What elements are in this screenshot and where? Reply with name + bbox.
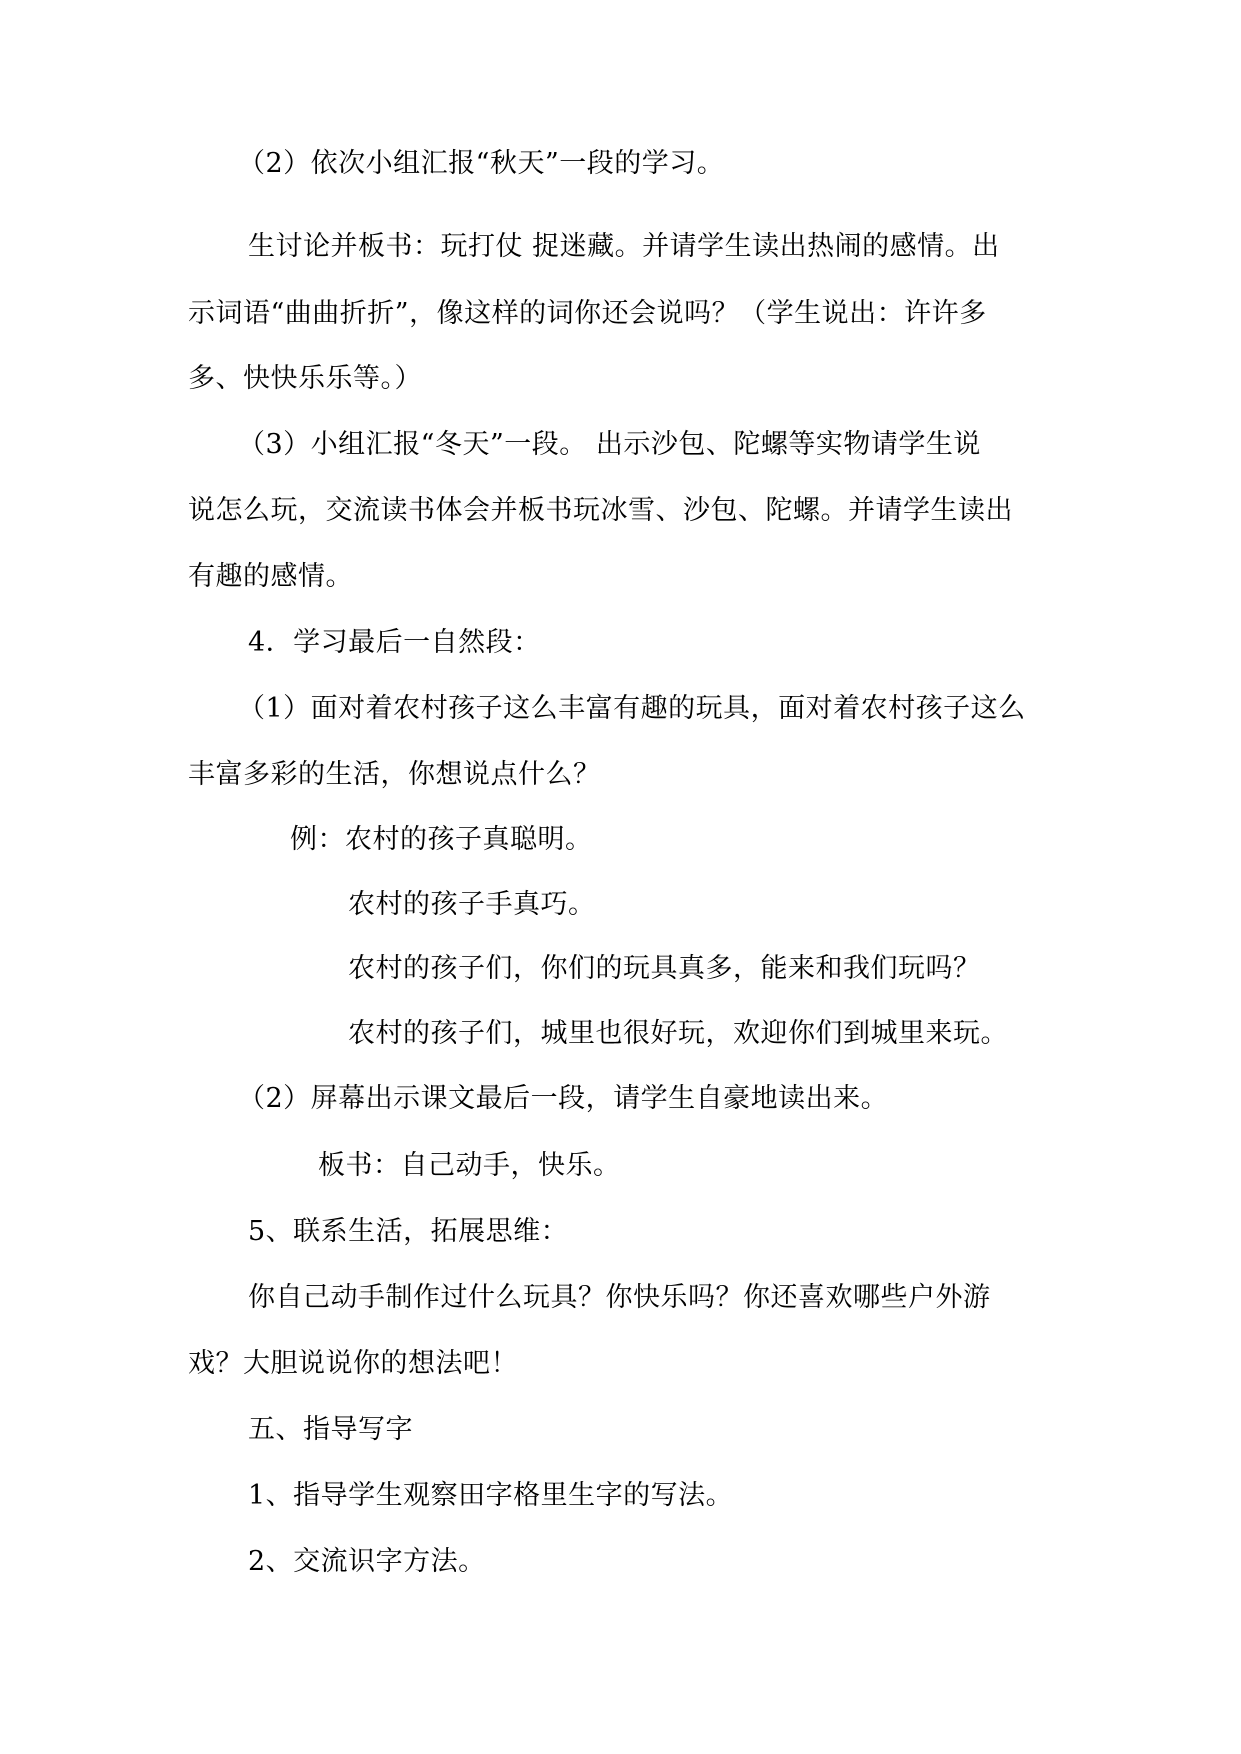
text-line: （2）屏幕出示课文最后一段，请学生自豪地读出来。 — [238, 1083, 889, 1114]
text-line: 五、指导写字 — [248, 1414, 413, 1445]
text-line: 板书：自己动手，快乐。 — [318, 1150, 621, 1181]
text-line: 你自己动手制作过什么玩具？你快乐吗？你还喜欢哪些户外游 — [248, 1282, 991, 1313]
text-line: 戏？大胆说说你的想法吧！ — [188, 1348, 518, 1379]
text-line: 例：农村的孩子真聪明。 — [290, 824, 593, 855]
text-line: 农村的孩子手真巧。 — [348, 889, 596, 920]
text-line: 说怎么玩，交流读书体会并板书玩冰雪、沙包、陀螺。并请学生读出 — [188, 495, 1013, 526]
text-line: 2、交流识字方法。 — [248, 1546, 486, 1577]
text-line: （1）面对着农村孩子这么丰富有趣的玩具，面对着农村孩子这么 — [238, 693, 1026, 724]
text-line: 1、指导学生观察田字格里生字的写法。 — [248, 1480, 734, 1511]
text-line: 生讨论并板书：玩打仗 捉迷藏。并请学生读出热闹的感情。出 — [248, 231, 1000, 262]
text-line: 示词语“曲曲折折”，像这样的词你还会说吗？（学生说出：许许多 — [188, 298, 987, 329]
text-line: （3）小组汇报“冬天”一段。 出示沙包、陀螺等实物请学生说 — [238, 429, 981, 460]
text-line: 丰富多彩的生活，你想说点什么？ — [188, 759, 601, 790]
text-line: 多、快快乐乐等。） — [188, 363, 422, 394]
text-line: 农村的孩子们，城里也很好玩，欢迎你们到城里来玩。 — [348, 1018, 1008, 1049]
text-line: （2）依次小组汇报“秋天”一段的学习。 — [238, 148, 725, 179]
text-line: 农村的孩子们，你们的玩具真多，能来和我们玩吗？ — [348, 953, 981, 984]
text-line: 5、联系生活，拓展思维： — [248, 1216, 569, 1247]
text-line: 4．学习最后一自然段： — [248, 627, 541, 658]
text-line: 有趣的感情。 — [188, 561, 353, 592]
